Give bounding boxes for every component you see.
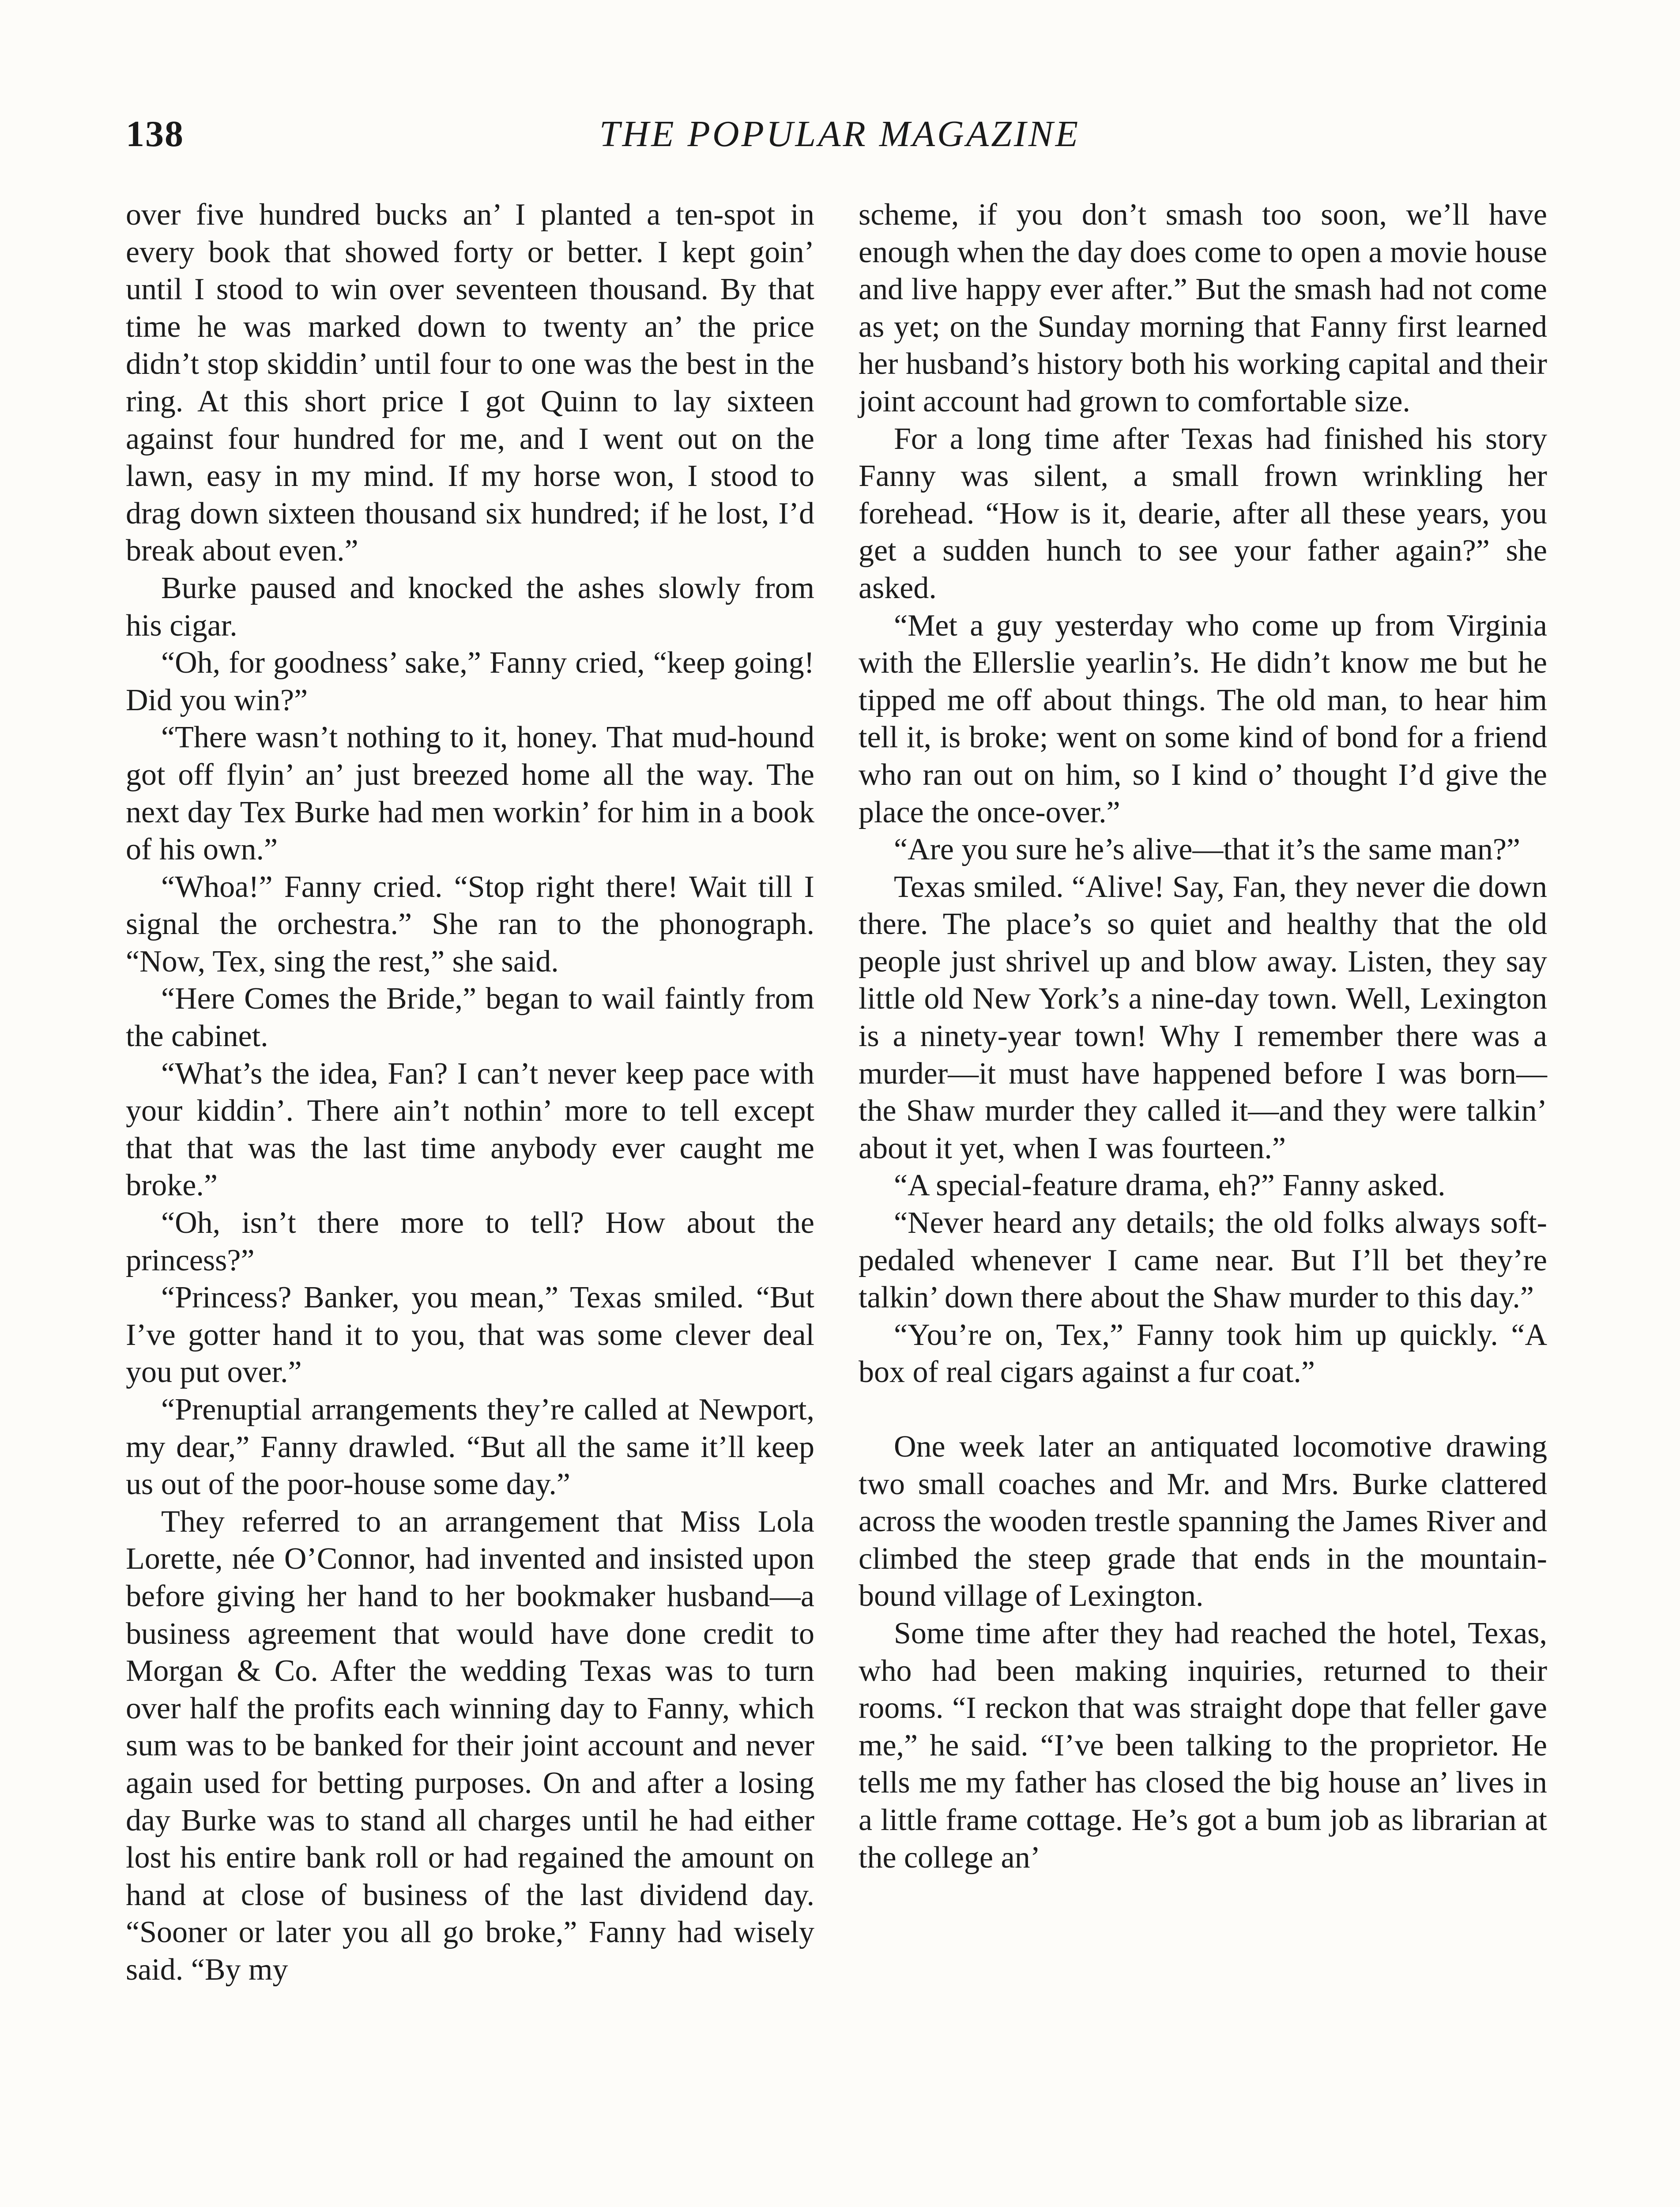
left-column: [126, 196, 814, 1989]
paragraph: One week later an antiquated locomotive drawing two small coaches and Mr. and Mrs. Burke clattered across the wooden trestle spanning the James River and climbed the steep grade that ends in the mountain-bound village of Lexington.: [859, 1430, 1547, 1613]
paragraph: Some time after they had reached the hotel, Texas, who had been making inquiries, returned to their rooms. “I reckon that was straight dope that feller gave me,” he said. “I’ve been talking to the proprietor. He tells me my father has closed the big house an’ lives in a little frame cottage. He’s got a bum job as librarian at the college an’: [859, 1616, 1547, 1875]
paragraph: “Princess? Banker, you mean,” Texas smiled. “But I’ve gotter hand it to you, that was some clever deal you put over.”: [126, 1281, 814, 1390]
paragraph: “Whoa!” Fanny cried. “Stop right there! Wait till I signal the orchestra.” She ran to the phonograph. “Now, Tex, sing the rest,” she said.: [126, 870, 814, 979]
paragraph: “Here Comes the Bride,” began to wail faintly from the cabinet.: [126, 982, 814, 1054]
paragraph: They referred to an arrangement that Miss Lola Lorette, née O’Connor, had invented and insisted upon before giving her hand to her bookmaker husband—a business agreement that would have done credit to Morgan & Co. After the wedding Texas was to turn over half the profits each winning day to Fanny, which sum was to be banked for their joint account and never again used for betting purposes. On and after a losing day Burke was to stand all charges until he had either lost his entire bank roll or had regained the amount on hand at close of business of the last dividend day. “Sooner or later you all go broke,” Fanny had wisely said. “By my: [126, 1504, 814, 1987]
paragraph: Texas smiled. “Alive! Say, Fan, they never die down there. The place’s so quiet and healthy that the old people just shrivel up and blow away. Listen, they say little old New York’s a nine-day town. Well, Lexington is a ninety-year town! Why I remember there was a murder—it must have happened before I was born—the Shaw murder they called it—and they were talkin’ about it yet, when I was fourteen.”: [859, 870, 1547, 1165]
paragraph: “A special-feature drama, eh?” Fanny asked.: [894, 1168, 1446, 1203]
paragraph: scheme, if you don’t smash too soon, we’ll have enough when the day does come to open a movie house and live happy ever after.” But the smash had not come as yet; on the Sunday morning that Fanny first learned her husband’s history both his working capital and their joint account had grown to comfortable size.: [859, 198, 1547, 418]
paragraph: over five hundred bucks an’ I planted a ten-spot in every book that showed forty or better. I kept goin’ until I stood to win over seventeen thousand. By that time he was marked down to twenty an’ the price didn’t stop skiddin’ until four to one was the best in the ring. At this short price I got Quinn to lay sixteen against four hundred for me, and I went out on the lawn, easy in my mind. If my horse won, I stood to drag down sixteen thousand six hundred; if he lost, I’d break about even.”: [126, 198, 814, 568]
page-header: [126, 113, 1554, 166]
paragraph: “You’re on, Tex,” Fanny took him up quickly. “A box of real cigars against a fur coat.”: [859, 1318, 1547, 1390]
paragraph: “There wasn’t nothing to it, honey. That mud-hound got off flyin’ an’ just breezed home all the way. The next day Tex Burke had men workin’ for him in a book of his own.”: [126, 720, 814, 867]
paragraph: “Never heard any details; the old folks always soft-pedaled whenever I came near. But I’ll bet they’re talkin’ down there about the Shaw murder to this day.”: [859, 1206, 1547, 1315]
paragraph: For a long time after Texas had finished his story Fanny was silent, a small frown wrinkling her forehead. “How is it, dearie, after all these years, you get a sudden hunch to see your father again?” she asked.: [859, 422, 1547, 605]
page-number: 138: [126, 113, 184, 154]
paragraph: “Prenuptial arrangements they’re called at Newport, my dear,” Fanny drawled. “But all the same it’ll keep us out of the poor-house some day.”: [126, 1393, 814, 1502]
paragraph: “What’s the idea, Fan? I can’t never keep pace with your kiddin’. There ain’t nothin’ more to tell except that that was the last time anybody ever caught me broke.”: [126, 1056, 814, 1203]
paragraph: Burke paused and knocked the ashes slowly from his cigar.: [126, 571, 814, 643]
paragraph: “Met a guy yesterday who come up from Virginia with the Ellerslie yearlin’s. He didn’t know me but he tipped me off about things. The old man, to hear him tell it, is broke; went on some kind of bond for a friend who ran out on him, so I kind o’ thought I’d give the place the once-over.”: [859, 608, 1547, 829]
paragraph: “Oh, isn’t there more to tell? How about the princess?”: [126, 1206, 814, 1277]
paragraph: “Are you sure he’s alive—that it’s the same man?”: [894, 832, 1520, 867]
right-column: [859, 196, 1547, 1876]
running-title: THE POPULAR MAGAZINE: [599, 113, 1081, 154]
paragraph: “Oh, for goodness’ sake,” Fanny cried, “keep going! Did you win?”: [126, 646, 814, 717]
